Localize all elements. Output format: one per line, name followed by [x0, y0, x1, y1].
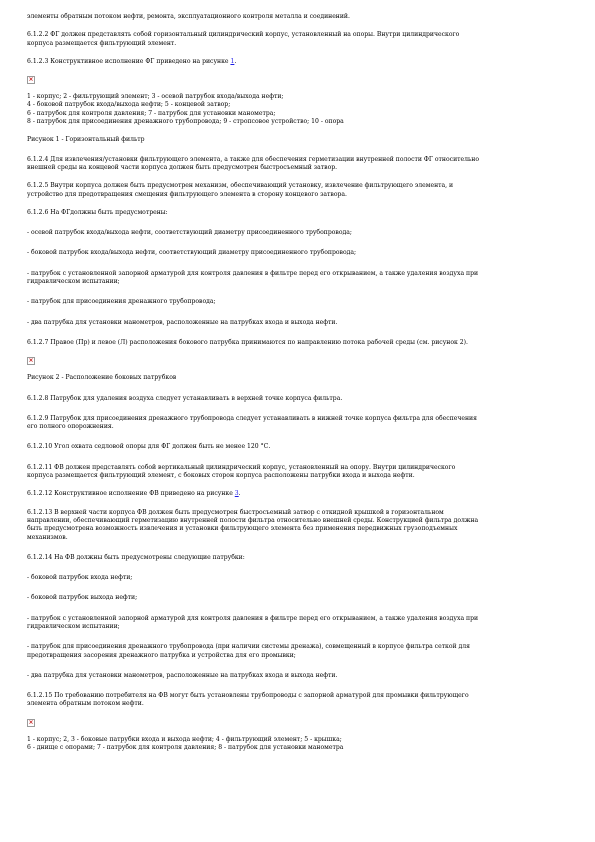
list-item — [27, 643, 562, 660]
text-line: 6.1.2.15 По требованию потребителя на ФВ могут быть установлены трубопроводы с запорной арматурой для промывки фильтрующего — [27, 692, 469, 700]
text-line: 1 - корпус; 2, 3 - боковые патрубки входа и выхода нефти; 4 - фильтрующий элемент; 5 - крышка; — [27, 735, 342, 743]
text-line: 6 - днище с опорами; 7 - патрубок для контроля давления; 8 - патрубок для установки манометра — [27, 744, 344, 752]
paragraph-6-1-2-8: 6.1.2.8 Патрубок для удаления воздуха следует устанавливать в верхней точке корпуса фильтра. — [27, 394, 343, 402]
document-body — [27, 13, 562, 752]
text-line: - патрубок с установленной запорной арматурой для контроля давления в фильтре перед его открыванием, а также удаления воздуха при — [27, 614, 479, 622]
text-line: 6.1.2.11 ФВ должен представлять собой вертикальный цилиндрический корпус, установленный на опору. Внутри цилиндрического — [27, 463, 456, 471]
paragraph-6-1-2-7: 6.1.2.7 Правое (Пр) и левое (Л) расположения бокового патрубка принимаются по направлению потока рабочей среды (см. рисунок 2). — [27, 338, 468, 346]
list-item: - боковой патрубок входа/выхода нефти, соответствующий диаметру присоединенного трубопровода; — [27, 249, 357, 257]
paragraph-6-1-2-9 — [27, 415, 562, 432]
text-span: 6.1.2.12 Конструктивное исполнение ФВ приведено на рисунке — [27, 490, 235, 498]
paragraph-6-1-2-6: 6.1.2.6 На ФГдолжны быть предусмотрены: — [27, 208, 168, 216]
text-line: 6.1.2.9 Патрубок для присоединения дренажного трубопровода следует устанавливать в нижней точке корпуса фильтра для обеспечения — [27, 414, 477, 422]
paragraph-6-1-2-11 — [27, 464, 562, 481]
figure-2-title: Рисунок 2 - Расположение боковых патрубков — [27, 374, 177, 382]
list-item: - боковой патрубок входа нефти; — [27, 574, 133, 582]
text-line: устройство для предотвращения смещения фильтрующего элемента в сторону концевого затвора. — [27, 190, 347, 198]
text-line: 6.1.2.13 В верхней части корпуса ФВ должен быть предусмотрен быстросъемный затвор с откидной крышкой в горизонтальном — [27, 508, 444, 516]
text-line: 8 - патрубок для присоединения дренажного трубопровода; 9 - стропсовое устройство; 10 - опора — [27, 118, 344, 126]
paragraph-6-1-2-2 — [27, 31, 562, 48]
paragraph-6-1-2-10: 6.1.2.10 Угол охвата седловой опоры для ФГ должен быть не менее 120 °С. — [27, 443, 271, 451]
text-line: гидравлическом испытании; — [27, 278, 120, 286]
text-span: . — [238, 490, 241, 498]
text-line: направлении, обеспечивающий герметизацию внутренней полости фильтра относительно внешней среды. Конструкцией фильтра должна — [27, 516, 479, 524]
text-line: 6 - патрубок для контроля давления; 7 - патрубок для установки манометра; — [27, 109, 276, 117]
paragraph: элементы обратным потоком нефти, ремонта, эксплуатационного контроля металла и соединений. — [27, 13, 350, 20]
text-line: корпуса размещается фильтрующий элемент. — [27, 39, 177, 47]
broken-image-x: × — [28, 718, 34, 726]
text-line: механизмов. — [27, 533, 68, 541]
list-item: - боковой патрубок выхода нефти; — [27, 594, 138, 602]
list-item: - осевой патрубок входа/выхода нефти, соответствующий диаметру присоединенного трубопровода; — [27, 229, 352, 237]
text-span: 6.1.2.3 Конструктивное исполнение ФГ приведено на рисунке — [27, 57, 231, 65]
broken-image-icon — [27, 76, 35, 84]
paragraph-6-1-2-15 — [27, 692, 562, 709]
figure-1-link[interactable]: 1 — [230, 57, 235, 65]
broken-image-icon — [27, 719, 35, 727]
text-line: предотвращения засорения дренажного патрубка и устройства для его промывки; — [27, 651, 296, 659]
figure-1-title: Рисунок 1 - Горизонтальный фильтр — [27, 136, 145, 144]
paragraph-6-1-2-3 — [27, 58, 562, 66]
paragraph-6-1-2-5 — [27, 182, 562, 199]
text-line: 6.1.2.2 ФГ должен представлять собой горизонтальный цилиндрический корпус, установленный на опоры. Внутри цилиндрического — [27, 31, 460, 39]
figure-3-link[interactable]: 3 — [234, 490, 239, 498]
text-line: внешней среды на концевой части корпуса должен быть предусмотрен быстросъемный затвор. — [27, 163, 338, 171]
figure-3-caption-legend — [27, 736, 562, 753]
list-item — [27, 270, 562, 287]
text-line: - патрубок для присоединения дренажного трубопровода (при наличии системы дренажа), совмещенный в корпусе фильтра сеткой для — [27, 643, 471, 651]
text-line: 1 - корпус; 2 - фильтрующий элемент; 3 - осевой патрубок входа/выхода нефти; — [27, 93, 284, 101]
text-line: его полного опорожнения. — [27, 423, 114, 431]
paragraph-6-1-2-4 — [27, 156, 562, 173]
paragraph-6-1-2-13 — [27, 509, 562, 542]
text-line: - патрубок с установленной запорной арматурой для контроля давления в фильтре перед его открыванием, а также удаления воздуха при — [27, 269, 479, 277]
list-item: - два патрубка для установки манометров, расположенные на патрубках входа и выхода нефти. — [27, 671, 338, 679]
text-line: быть предусмотрена возможность извлечения и установки фильтрующего элемента без применения передвижных грузоподъемных — [27, 525, 458, 533]
list-item: - два патрубка для установки манометров, расположенные на патрубках входа и выхода нефти. — [27, 318, 338, 326]
text-span: . — [234, 57, 237, 65]
text-line: элемента обратным потоком нефти. — [27, 700, 144, 708]
text-line: гидравлическом испытании; — [27, 622, 120, 630]
broken-image-icon — [27, 357, 35, 365]
paragraph-6-1-2-12 — [27, 490, 562, 498]
figure-1-caption-legend — [27, 93, 562, 126]
text-line: 6.1.2.4 Для извлечения/установки фильтрующего элемента, а также для обеспечения герметизации внутренней полости ФГ относительно — [27, 155, 480, 163]
text-line: 6.1.2.5 Внутри корпуса должен быть предусмотрен механизм, обеспечивающий установку, извлечение фильтрующего элемента, и — [27, 182, 454, 190]
list-item: - патрубок для присоединения дренажного трубопровода; — [27, 298, 216, 306]
text-line: корпуса размещается фильтрующий элемент, с боковых сторон корпуса расположены патрубки входа и выхода нефти. — [27, 472, 415, 480]
list-item — [27, 615, 562, 632]
text-line: 4 - боковой патрубок входа/выхода нефти; 5 - концевой затвор; — [27, 101, 231, 109]
paragraph-6-1-2-14: 6.1.2.14 На ФВ должны быть предусмотрены следующие патрубки: — [27, 553, 245, 561]
broken-image-x: × — [28, 76, 34, 84]
broken-image-x: × — [28, 357, 34, 365]
